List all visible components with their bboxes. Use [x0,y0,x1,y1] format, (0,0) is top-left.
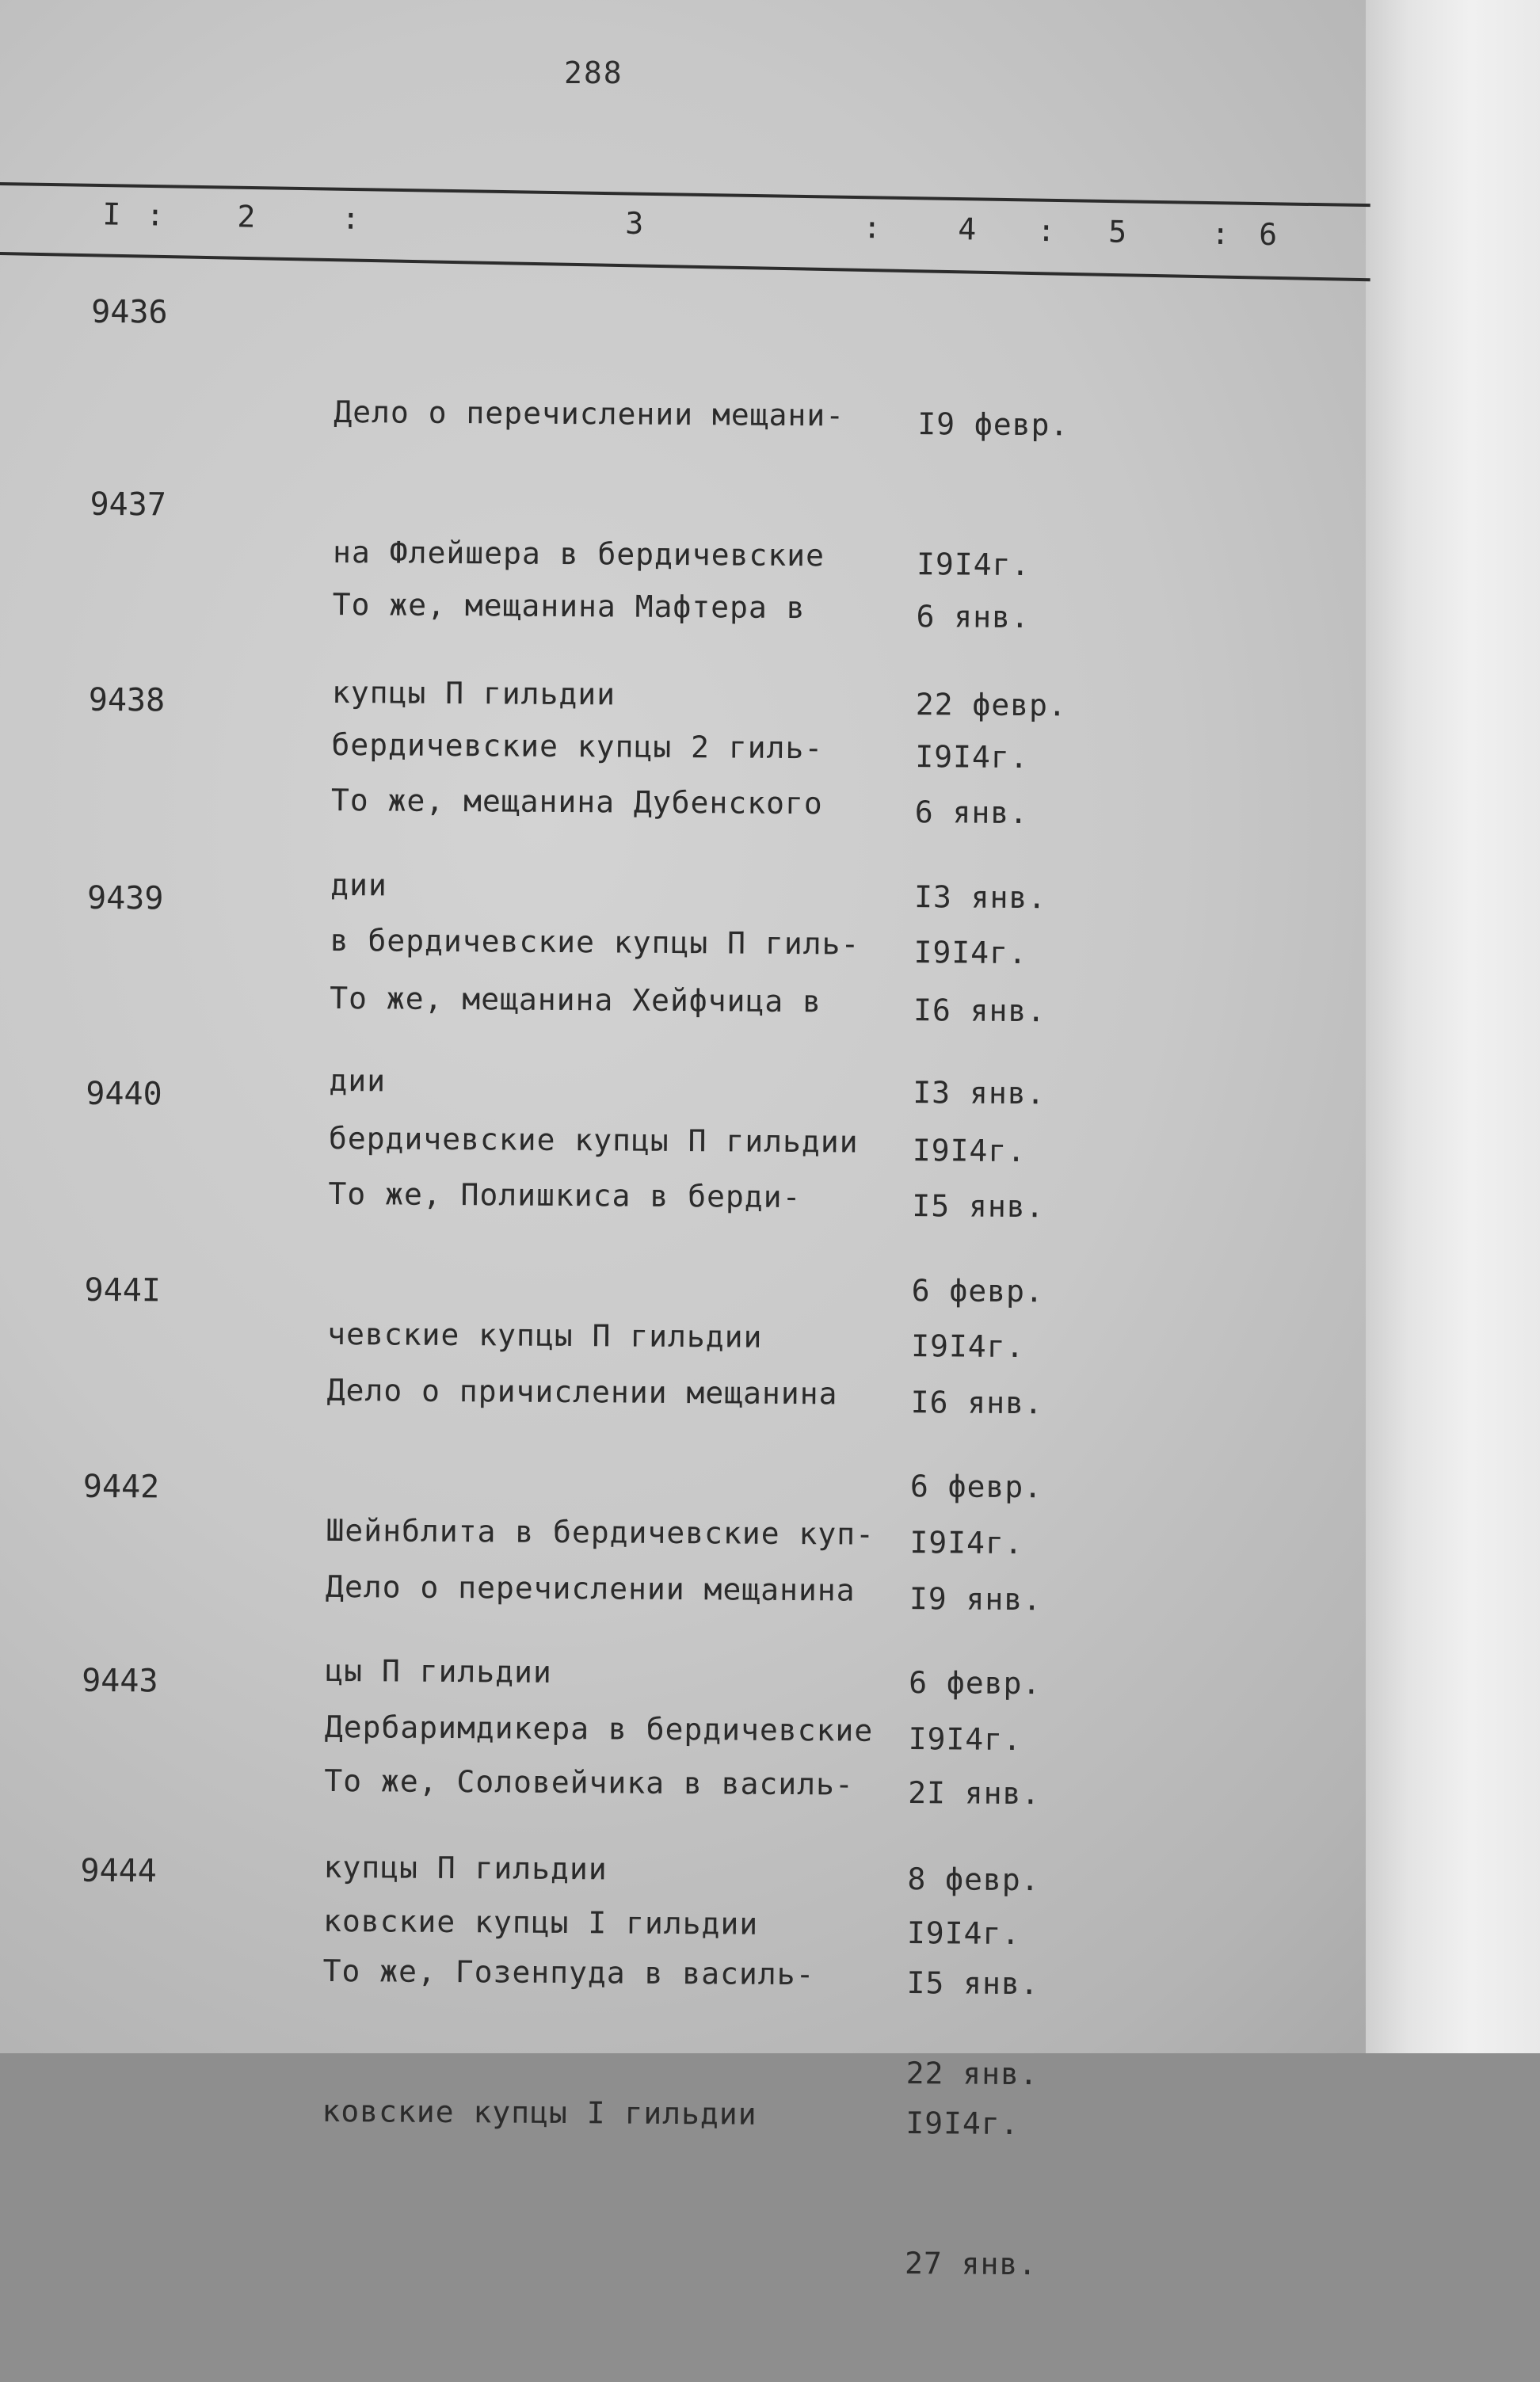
column-header-3: 3 [624,205,644,242]
entry-dates [904,1866,1059,2381]
description-line: купцы П гильдии [323,1849,608,1887]
entry-number: 9443 [82,1662,158,1700]
column-separator: : [1036,212,1056,249]
start-date: I5 янв. [912,1188,1045,1225]
start-date: I6 янв. [910,1385,1043,1421]
entry-description [321,1854,816,2325]
end-date: 22 янв. [905,2056,1039,2092]
description-line: То же, Полишкиса в берди- [328,1176,802,1215]
column-separator: : [862,210,882,246]
description-line: купцы П гильдии [331,674,616,712]
start-date: 6 янв. [916,599,1031,635]
year: I9I4г. [913,935,1028,971]
description-line: Шейнблита в бердичевские куп- [326,1512,875,1552]
start-date: 6 янв. [914,795,1029,831]
year: I9I4г. [911,1328,1025,1365]
year: I9I4г. [905,2106,1020,2142]
description-line: То же, Гозенпуда в василь- [322,1953,815,1992]
end-date: I3 янв. [913,879,1047,916]
description-line: цы П гильдии [325,1652,552,1690]
entry-number: 9437 [90,486,167,524]
description-line: ковские купцы I гильдии [322,1903,759,1942]
description-line: бердичевские купцы П гильдии [328,1120,859,1160]
start-date: 2I янв. [908,1775,1041,1812]
year: I9I4г. [908,1721,1023,1758]
entry-number: 9438 [88,681,166,719]
entry-number: 944I [84,1271,162,1309]
description-line [321,2228,813,2231]
description-line: в бердичевские купцы П гиль- [330,922,860,962]
description-line: бердичевские купцы 2 гиль- [331,726,824,766]
start-date: I5 янв. [906,1965,1039,2002]
end-date: 6 февр. [909,1469,1043,1505]
description-line: Дело о причислении мещанина [326,1372,838,1412]
description-line: дии [329,1062,387,1099]
column-header-4: 4 [957,212,977,247]
description-line: То же, Соловейчика в василь- [324,1763,855,1802]
description-line: на Флейшера в бердичевские [332,534,825,574]
end-date: 6 февр. [911,1273,1044,1309]
description-line: дии [330,867,388,903]
column-header-1: I [102,196,121,232]
entry-number: 9436 [91,293,168,331]
next-page-edge [1366,0,1540,2053]
description-line: То же, мещанина Хейфчица в [330,980,822,1019]
entry-number: 9439 [86,879,164,917]
year: I9I4г. [916,547,1031,583]
column-separator: : [341,200,360,236]
start-date: I6 янв. [913,993,1046,1029]
end-date: 27 янв. [904,2246,1038,2282]
description-line: То же, мещанина Мафтера в [332,586,806,626]
description-line: Дело о перечислении мещани- [334,394,845,433]
year: I9I4г. [906,1915,1021,1952]
year: I9I4г. [915,739,1029,776]
end-date: 22 февр. [915,687,1068,723]
page-number: 288 [564,55,623,90]
column-separator: : [146,197,165,233]
description-line: То же, мещанина Дубенского [330,782,823,821]
column-header-5: 5 [1107,214,1127,250]
description-line: Дербаримдикера в бердичевские [324,1709,874,1748]
entry-number: 9442 [82,1468,160,1506]
year: I9I4г. [909,1525,1023,1561]
year: I9I4г. [912,1133,1027,1169]
start-date: I9 янв. [909,1581,1043,1618]
column-header-2: 2 [237,199,256,234]
start-date: I9 февр. [917,406,1069,443]
end-date: I3 янв. [913,1075,1046,1111]
description-line: Дело о перечислении мещанина [325,1568,856,1608]
end-date: 8 февр. [907,1862,1040,1898]
description-line: чевские купцы П гильдии [327,1316,763,1355]
entry-number: 9440 [86,1075,162,1113]
end-date: 6 февр. [909,1665,1042,1702]
column-header-6: 6 [1258,216,1278,253]
description-line: ковские купцы I гильдии [322,2093,757,2132]
entry-number: 9444 [80,1852,158,1890]
column-separator: : [1210,215,1230,252]
